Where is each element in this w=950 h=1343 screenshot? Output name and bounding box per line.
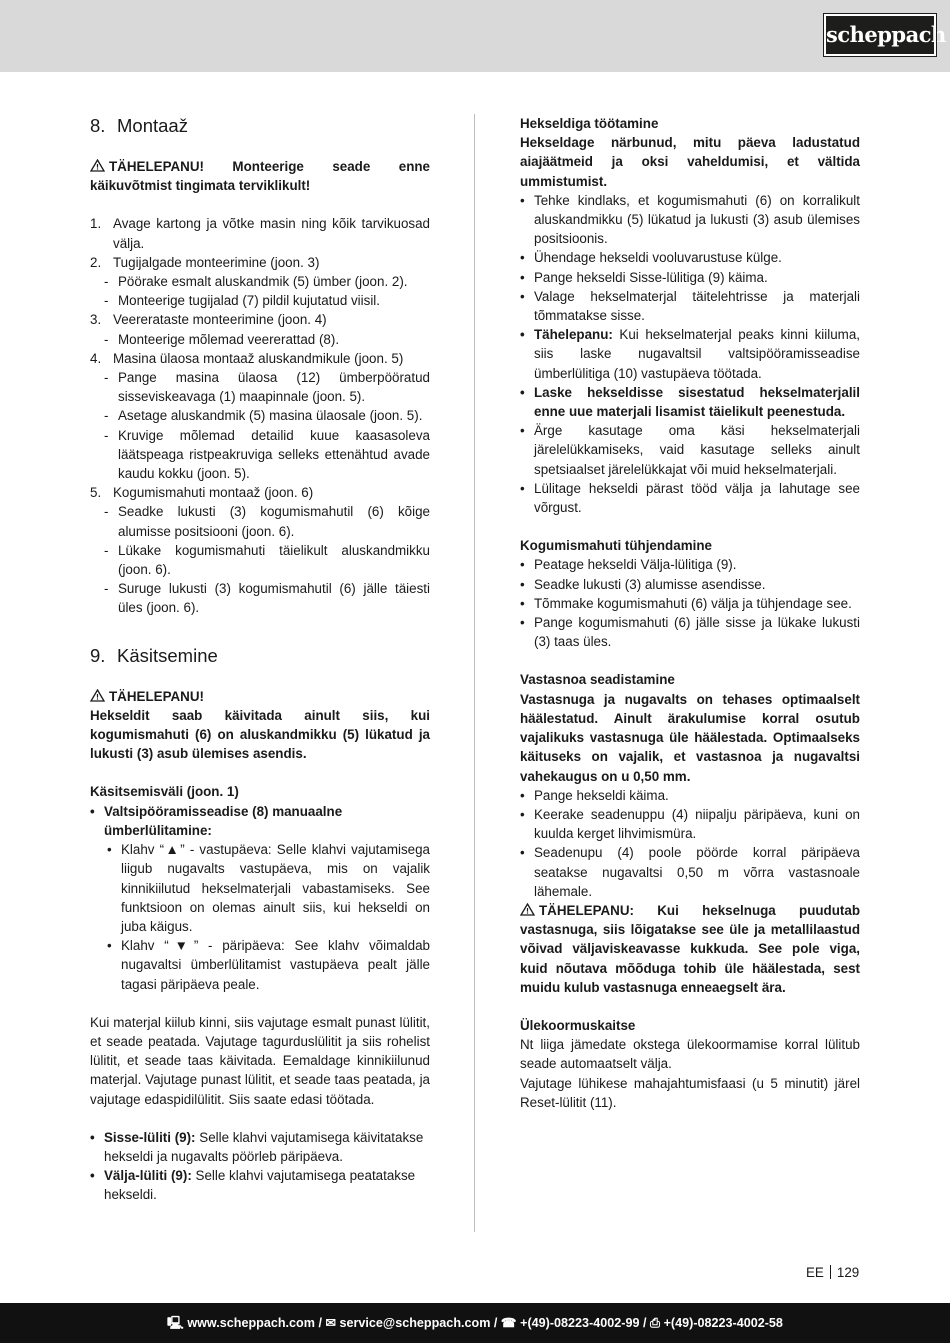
- assembly-substep: [90, 330, 430, 349]
- section-8-warning: [90, 157, 430, 195]
- section-9-number: 9.: [90, 644, 106, 666]
- key-up-text: Klahv “▲” - vastupäeva: Selle klahvi vajutamisega liigub nugavalts vastupäeva, mis on vajalik kinnikiilutud hekselmaterjali vabastamiseks. See funktsioon on olemas ainult siis, kui hekseldi on juba käigus.: [121, 842, 430, 934]
- list-marker: •: [520, 615, 525, 631]
- computer-icon: 🖳︎: [167, 1316, 184, 1330]
- list-marker: -: [104, 542, 109, 558]
- list-marker: •: [520, 557, 525, 573]
- anvil-intro: Vastasnuga ja nugavalts on tehases optimaalselt häälestatud. Ainult ärakulumise korral osutub vajalikuks vastasnuga üle häälestada. Optimaalseks käituseks on vajalik, et vastasnoa ja nugavaltsi vahekaugus on u 0,50 mm.: [520, 691, 860, 784]
- list-item-text: Monteerige mõlemad veererattad (8).: [118, 331, 340, 347]
- list-item-text: Pange kogumismahuti (6) jälle sisse ja lükake lukusti (3) taas üles.: [534, 615, 860, 650]
- anvil-steps-list: [520, 786, 860, 901]
- assembly-steps-list: [90, 214, 430, 617]
- warning-icon: [520, 903, 535, 916]
- assembly-substep: [90, 406, 430, 425]
- list-item-text: Ärge kasutage oma käsi hekselmaterjali järelelükkamiseks, vaid kasutage selleks ainult spetsiaalset järelelükkajat või muid hekselmaterjali.: [534, 423, 860, 477]
- page-number: [806, 1264, 859, 1282]
- bullet: •: [107, 842, 112, 858]
- footer-website-link[interactable]: www.scheppach.com: [187, 1316, 315, 1330]
- anvil-title: Vastasnoa seadistamine: [520, 672, 675, 688]
- warning-title-text: TÄHELEPANU!: [109, 688, 204, 704]
- list-marker: •: [520, 192, 525, 208]
- valve-switch-label: Valtsipööramisseadise (8) manuaalne ümberlülitamine:: [104, 803, 343, 838]
- fax-icon: ⎙︎: [649, 1316, 661, 1330]
- list-item: [520, 805, 860, 843]
- header-band: [0, 0, 950, 72]
- off-switch-label: Välja-lüliti (9):: [104, 1168, 192, 1184]
- overload-text-2: Vajutage lühikese mahajahtumisfaasi (u 5 minutit) järel Reset-lülitit (11).: [520, 1075, 860, 1110]
- list-item-text: Peatage hekseldi Välja-lülitiga (9).: [534, 557, 737, 573]
- list-marker: •: [520, 250, 525, 266]
- bullet: •: [90, 1168, 95, 1184]
- list-item-text: Pange hekseldi Sisse-lülitiga (9) käima.: [534, 269, 768, 285]
- off-switch-text: Selle klahvi vajutamisega peatatakse hekseldi.: [104, 1168, 416, 1203]
- list-item: [520, 613, 860, 651]
- off-switch-item: [90, 1166, 430, 1204]
- list-item-text: Avage kartong ja võtke masin ning kõik tarvikuosad välja.: [113, 216, 430, 251]
- list-item: [520, 555, 860, 574]
- list-marker: -: [104, 274, 109, 290]
- section-9-heading: [90, 644, 430, 668]
- section-8-number: 8.: [90, 115, 106, 136]
- list-marker: -: [104, 293, 109, 309]
- list-marker: •: [520, 787, 525, 803]
- column-divider: [474, 114, 475, 1232]
- section-9-warning-text: Hekseldit saab käivitada ainult siis, kui kogumismahuti (6) on aluskandmikku (5) lükatud ja lukusti (3) asub ülemises asendis.: [90, 707, 430, 762]
- list-item-text: Tõmmake kogumismahuti (6) välja ja tühjendage see.: [534, 595, 852, 611]
- assembly-substep: [90, 368, 430, 406]
- list-item-text: Lülitage hekseldi pärast tööd välja ja lahutage see võrgust.: [534, 480, 860, 516]
- list-marker: •: [520, 269, 525, 285]
- jam-instructions: Kui materjal kiilub kinni, siis vajutage esmalt punast lülitit, et seade peatada. Vajutage tagurduslülitit ja siis rohelist lülitit, et seade taas käivitada. Eemaldage kinnikiilunud materjal. Vajutage punast lülitit, et seade taas peatada, ja vajutage edaspidilülitit. Siis saate edasi töötada.: [90, 1014, 430, 1107]
- key-up-item: [90, 840, 430, 936]
- list-marker: •: [520, 806, 525, 822]
- list-item-text: Pöörake esmalt aluskandmik (5) ümber (joon. 2).: [118, 274, 408, 290]
- list-marker: •: [520, 288, 525, 304]
- list-item-bold: Laske hekseldisse sisestatud hekselmaterjalil enne uue materjali lisamist täielikult peenestuda.: [534, 384, 860, 420]
- list-item: [520, 248, 860, 267]
- warning-icon: [90, 159, 105, 172]
- list-marker: 4.: [90, 350, 102, 366]
- empty-container-title: Kogumismahuti tühjendamine: [520, 538, 712, 554]
- list-item-text: Kogumismahuti montaaž (joon. 6): [113, 485, 314, 501]
- list-item-text: Monteerige tugijalad (7) pildil kujutatud viisil.: [118, 293, 380, 309]
- list-item: [520, 287, 860, 325]
- footer-email-link[interactable]: service@scheppach.com: [339, 1316, 491, 1330]
- list-item-text: Pange masina ülaosa (12) ümberpööratud sisseviskeavaga (1) maapinnale (joon. 5).: [118, 370, 430, 405]
- anvil-warning-text: TÄHELEPANU: Kui hekselnuga puudutab vastasnuga, siis lõigatakse see üle ja metallilaastud võivad väljaviskeavasse kukkuda. See pole viga, kuid nõutava mõõduga tohib üle häälestada, sest muidu kulub vastasnuga enneaegselt ära.: [520, 902, 860, 995]
- list-item-text: Seadke lukusti (3) kogumismahutil (6) kõige alumisse positsiooni (joon. 6).: [118, 504, 430, 539]
- list-item-bold: Tähelepanu:: [534, 327, 613, 343]
- list-item: [520, 479, 860, 517]
- list-item-text: Seadke lukusti (3) alumisse asendisse.: [534, 576, 766, 592]
- list-marker: •: [520, 480, 525, 496]
- assembly-substep: [90, 291, 430, 310]
- list-item: [520, 325, 860, 383]
- control-panel-title: Käsitsemisväli (joon. 1): [90, 784, 239, 800]
- assembly-substep: [90, 426, 430, 484]
- list-item-text: Valage hekselmaterjal täitelehtrisse ja materjali tõmmatakse sisse.: [534, 288, 860, 324]
- work-intro: Hekseldage närbunud, mitu päeva ladustatud aiajäätmeid ja oksi vaheldumisi, et vältida ummistumist.: [520, 135, 860, 189]
- work-title: Hekseldiga töötamine: [520, 116, 659, 131]
- list-item-text: Asetage aluskandmik (5) masina ülaosale (joon. 5).: [118, 408, 423, 424]
- list-marker: 3.: [90, 312, 102, 328]
- list-item-text: Tehke kindlaks, et kogumismahuti (6) on korralikult aluskandmikku (5) lükatud ja lukusti (3) asub ülemises positsioonis.: [534, 192, 860, 247]
- footer-fax: +(49)-08223-4002-58: [663, 1316, 783, 1330]
- assembly-substep: [90, 502, 430, 540]
- assembly-substep: [90, 272, 430, 291]
- list-marker: •: [520, 327, 525, 343]
- section-8-heading: [90, 114, 430, 138]
- valve-switch-item: [90, 802, 430, 840]
- assembly-substep: [90, 541, 430, 579]
- on-switch-label: Sisse-lüliti (9):: [104, 1129, 196, 1145]
- assembly-step: [90, 483, 430, 502]
- assembly-step: [90, 310, 430, 329]
- list-item-text: Tugijalgade monteerimine (joon. 3): [113, 254, 320, 270]
- footer-bar: [0, 1303, 950, 1343]
- list-marker: -: [104, 427, 109, 443]
- section-9-warning-title: [90, 687, 430, 706]
- list-item-text: Keerake seadenuppu (4) niipalju päripäeva, kuni on kuulda kerget lihvimismüra.: [534, 806, 860, 842]
- phone-icon: ☎︎: [500, 1316, 517, 1330]
- on-switch-item: [90, 1128, 430, 1166]
- assembly-substep: [90, 579, 430, 617]
- footer-separator: /: [318, 1316, 322, 1330]
- list-marker: -: [104, 504, 109, 520]
- list-item-text: Suruge lukusti (3) kogumismahutil (6) jälle täiesti üles (joon. 6).: [118, 581, 430, 616]
- list-item: [520, 421, 860, 479]
- bullet: •: [107, 938, 112, 954]
- list-item-text: Kui hekselmaterjal peaks kinni kiiluma, siis laske nugavaltsil valtsipööramisseadise ümberlülitiga (10) vastupäeva töötada.: [534, 327, 860, 381]
- page-separator: [830, 1265, 831, 1279]
- list-item-text: Masina ülaosa montaaž aluskandmikule (joon. 5): [113, 350, 404, 366]
- page-number-value: 129: [836, 1265, 860, 1280]
- list-item: [520, 843, 860, 901]
- empty-steps-list: [520, 555, 860, 651]
- work-steps-list: [520, 191, 860, 517]
- key-down-item: [90, 936, 430, 994]
- list-marker: -: [104, 370, 109, 386]
- list-item-text: Lükake kogumismahuti täielikult aluskandmikku (joon. 6).: [118, 542, 430, 578]
- section-8-warning-text: TÄHELEPANU! Monteerige seade enne käikuvõtmist tingimata terviklikult!: [90, 159, 430, 194]
- list-marker: 5.: [90, 485, 102, 501]
- list-marker: •: [520, 595, 525, 611]
- list-marker: -: [104, 581, 109, 597]
- list-item-text: Kruvige mõlemad detailid kuue kaasasoleva läätspeaga ristpeakruviga selleks ettenähtud avade kaudu kokku (joon. 5).: [118, 427, 430, 482]
- anvil-warning: [520, 901, 860, 997]
- footer-separator: /: [493, 1316, 498, 1330]
- list-item: [520, 383, 860, 421]
- list-item: [520, 191, 860, 249]
- bullet: •: [90, 1129, 95, 1145]
- overload-title: Ülekoormuskaitse: [520, 1017, 636, 1033]
- assembly-step: [90, 214, 430, 252]
- list-marker: •: [520, 384, 525, 400]
- list-item: [520, 594, 860, 613]
- list-item-text: Seadenupu (4) poole pöörde korral päripäeva seatakse nugavaltsi 0,50 m võrra vastasnoale lähemale.: [534, 845, 860, 899]
- list-item: [520, 575, 860, 594]
- list-item-text: Veererataste monteerimine (joon. 4): [113, 312, 327, 328]
- section-8-title: Montaaž: [117, 115, 188, 136]
- footer-phone: +(49)-08223-4002-99: [520, 1316, 640, 1330]
- list-item-text: Pange hekseldi käima.: [534, 787, 669, 803]
- warning-icon: [90, 689, 105, 702]
- mail-icon: ✉︎: [325, 1316, 337, 1330]
- list-marker: 2.: [90, 254, 102, 270]
- right-column: [520, 114, 860, 1112]
- assembly-step: [90, 253, 430, 272]
- key-down-text: Klahv “▼” - päripäeva: See klahv võimaldab nugavaltsi ümberlülitamist vastupäeva pealt jälle tagasi päripäeva peale.: [121, 938, 430, 992]
- list-marker: -: [104, 331, 109, 347]
- assembly-step: [90, 349, 430, 368]
- list-marker: •: [520, 576, 525, 592]
- left-column: [90, 114, 430, 1205]
- brand-logo: scheppach: [824, 14, 936, 56]
- list-item-text: Ühendage hekseldi vooluvarustuse külge.: [534, 250, 782, 266]
- overload-text-1: Nt liiga jämedate okstega ülekoormamise korral lülitub seade automaatselt välja.: [520, 1037, 860, 1072]
- language-code: EE: [806, 1265, 824, 1280]
- section-9-title: Käsitsemine: [117, 644, 218, 666]
- list-marker: 1.: [90, 216, 102, 232]
- footer-separator: /: [642, 1316, 647, 1330]
- list-marker: •: [520, 845, 525, 861]
- on-switch-text: Selle klahvi vajutamisega käivitatakse hekseldi ja nugavalts pöörleb päripäeva.: [104, 1129, 424, 1164]
- list-marker: •: [520, 423, 525, 439]
- bullet: •: [90, 803, 95, 819]
- list-marker: -: [104, 408, 109, 424]
- list-item: [520, 268, 860, 287]
- list-item: [520, 786, 860, 805]
